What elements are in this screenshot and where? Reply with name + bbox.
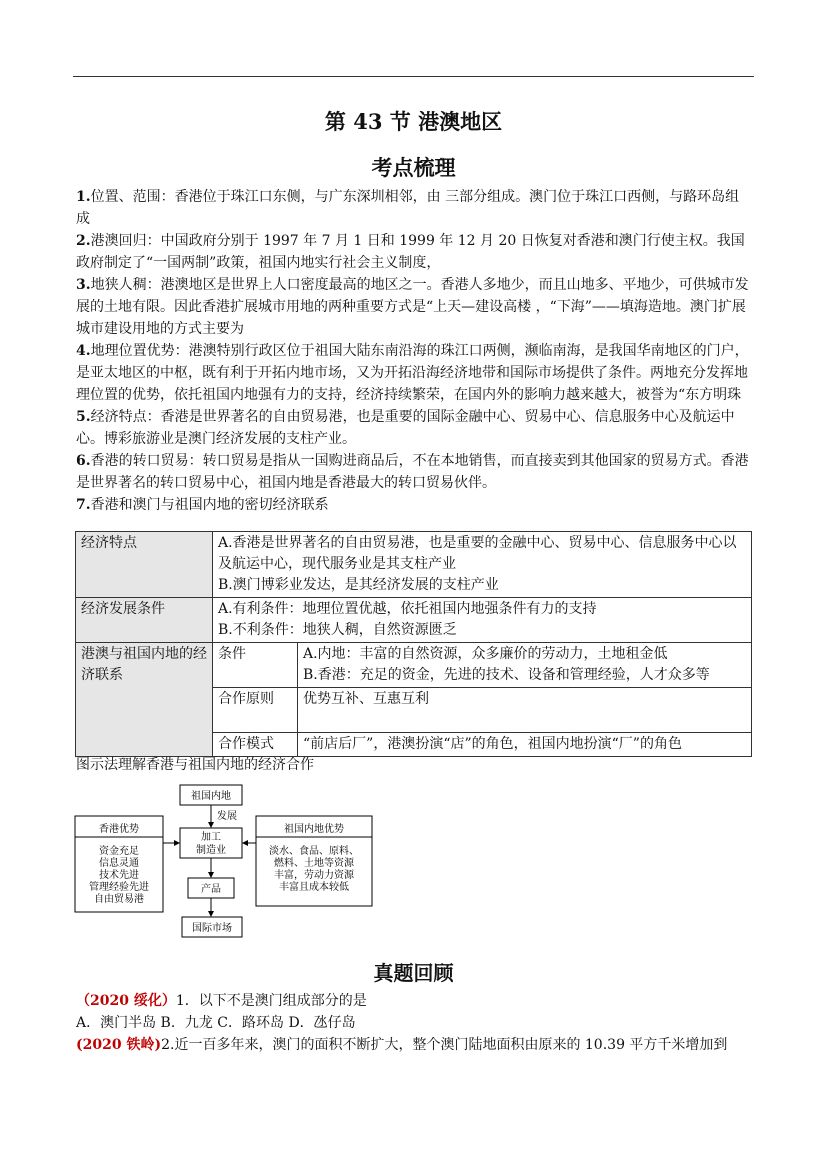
develop-label: 发展 — [217, 811, 237, 822]
hk-line: 资金充足 — [99, 846, 139, 857]
hk-line: 信息灵通 — [99, 858, 139, 869]
header-rule — [73, 76, 754, 77]
row-head-conditions: 经济发展条件 — [76, 598, 213, 643]
ml-line: 淡水、食品、原料、 — [269, 846, 359, 857]
points-list — [76, 186, 752, 516]
conditions-cell: A.有利条件：地理位置优越，依托祖国内地强条件有力的支持 B.不利条件：地狭人稠，自然资源匮乏 — [213, 598, 752, 643]
principle-cell: 优势互补、互惠互利 — [298, 688, 752, 733]
q1-source: （2020 绥化） — [76, 993, 176, 1009]
manufacturing-label-1: 加工 — [201, 832, 221, 843]
ml-line: 丰富且成本较低 — [279, 882, 349, 893]
row-head-ties: 港澳与祖国内地的经济联系 — [76, 643, 213, 757]
ml-line: 燃料、土地等资源 — [274, 858, 354, 869]
hk-line: 技术先进 — [99, 870, 139, 881]
point-item: 2.港澳回归：中国政府分别于 1997 年 7 月 1 日和 1999 年 12 月 20 日恢复对香港和澳门行使主权。我国政府制定了“一国两制”政策，祖国内地实行社会主义制度， — [76, 233, 745, 271]
section-heading-review: 真题回顾 — [373, 961, 454, 985]
ml-line: 丰富，劳动力资源 — [274, 870, 354, 881]
point-item: 1.位置、范围：香港位于珠江口东侧，与广东深圳相邻，由 三部分组成。澳门位于珠江口西侧，与路环岛组成 — [76, 189, 740, 227]
question-2 — [76, 1034, 756, 1056]
manufacturing-label-2: 制造业 — [196, 845, 226, 856]
label-mode: 合作模式 — [213, 733, 298, 757]
point-item: 5.经济特点：香港是世界著名的自由贸易港，也是重要的国际金融中心、贸易中心、信息服务中心及航运中心。博彩旅游业是澳门经济发展的支柱产业。 — [76, 409, 735, 447]
point-item: 4.地理位置优势：港澳特别行政区位于祖国大陆东南沿海的珠江口两侧，濒临南海，是我国华南地区的门户，是亚太地区的中枢，既有利于开拓内地市场，又为开拓沿海经济地带和国际市场提供了条件。两地充分发挥地理位置的优势，依托祖国内地强有力的支持，经济持续繁荣，在国内外的影响力越来越大，被誉为“东方明珠 — [76, 343, 749, 403]
mode-cell: “前店后厂”，港澳扮演“店”的角色，祖国内地扮演“厂”的角色 — [298, 733, 752, 757]
market-label: 国际市场 — [192, 923, 232, 934]
hk-line: 自由贸易港 — [94, 894, 144, 905]
q2-text: 2.近一百多年来，澳门的面积不断扩大，整个澳门陆地面积由原来的 10.39 平方千米增加到 — [161, 1037, 728, 1053]
economic-ties-table — [75, 531, 752, 757]
diagram-caption: 图示法理解香港与祖国内地的经济合作 — [76, 757, 314, 773]
cooperation-diagram — [74, 784, 374, 939]
point-item: 7.香港和澳门与祖国内地的密切经济联系 — [76, 497, 329, 513]
q1-options: A．澳门半岛 B．九龙 C．路环岛 D．氹仔岛 — [76, 1015, 356, 1031]
row-head-economy: 经济特点 — [76, 532, 213, 598]
hk-title: 香港优势 — [99, 824, 139, 835]
label-conditions: 条件 — [213, 643, 298, 688]
point-item: 6.香港的转口贸易：转口贸易是指从一国购进商品后，不在本地销售，而直接卖到其他国家的贸易方式。香港是世界著名的转口贸易中心，祖国内地是香港最大的转口贸易伙伴。 — [76, 453, 749, 491]
product-label: 产品 — [201, 884, 221, 895]
label-principle: 合作原则 — [213, 688, 298, 733]
conditions-detail-cell: A.内地：丰富的自然资源，众多廉价的劳动力，土地租金低 B.香港：充足的资金，先进的技术、设备和管理经验，人才众多等 — [298, 643, 752, 688]
ml-title: 祖国内地优势 — [284, 824, 344, 835]
question-1 — [76, 990, 756, 1034]
hk-line: 管理经验先进 — [89, 882, 149, 893]
economy-cell: A.香港是世界著名的自由贸易港，也是重要的金融中心、贸易中心、信息服务中心以及航运中心，现代服务业是其支柱产业 B.澳门博彩业发达，是其经济发展的支柱产业 — [213, 532, 752, 598]
q2-source: (2020 铁岭) — [76, 1037, 162, 1053]
point-item: 3.地狭人稠：港澳地区是世界上人口密度最高的地区之一。香港人多地少，而且山地多、平地少，可供城市发展的土地有限。因此香港扩展城市用地的两种重要方式是“上天—建设高楼 ，“下海”——填海造地。澳门扩展城市建设用地的方式主要为 — [76, 277, 749, 337]
mainland-label: 祖国内地 — [191, 791, 231, 802]
page-title: 第 43 节 港澳地区 — [324, 109, 503, 134]
section-heading-points: 考点梳理 — [371, 155, 456, 180]
q1-text: 1．以下不是澳门组成部分的是 — [175, 993, 367, 1009]
